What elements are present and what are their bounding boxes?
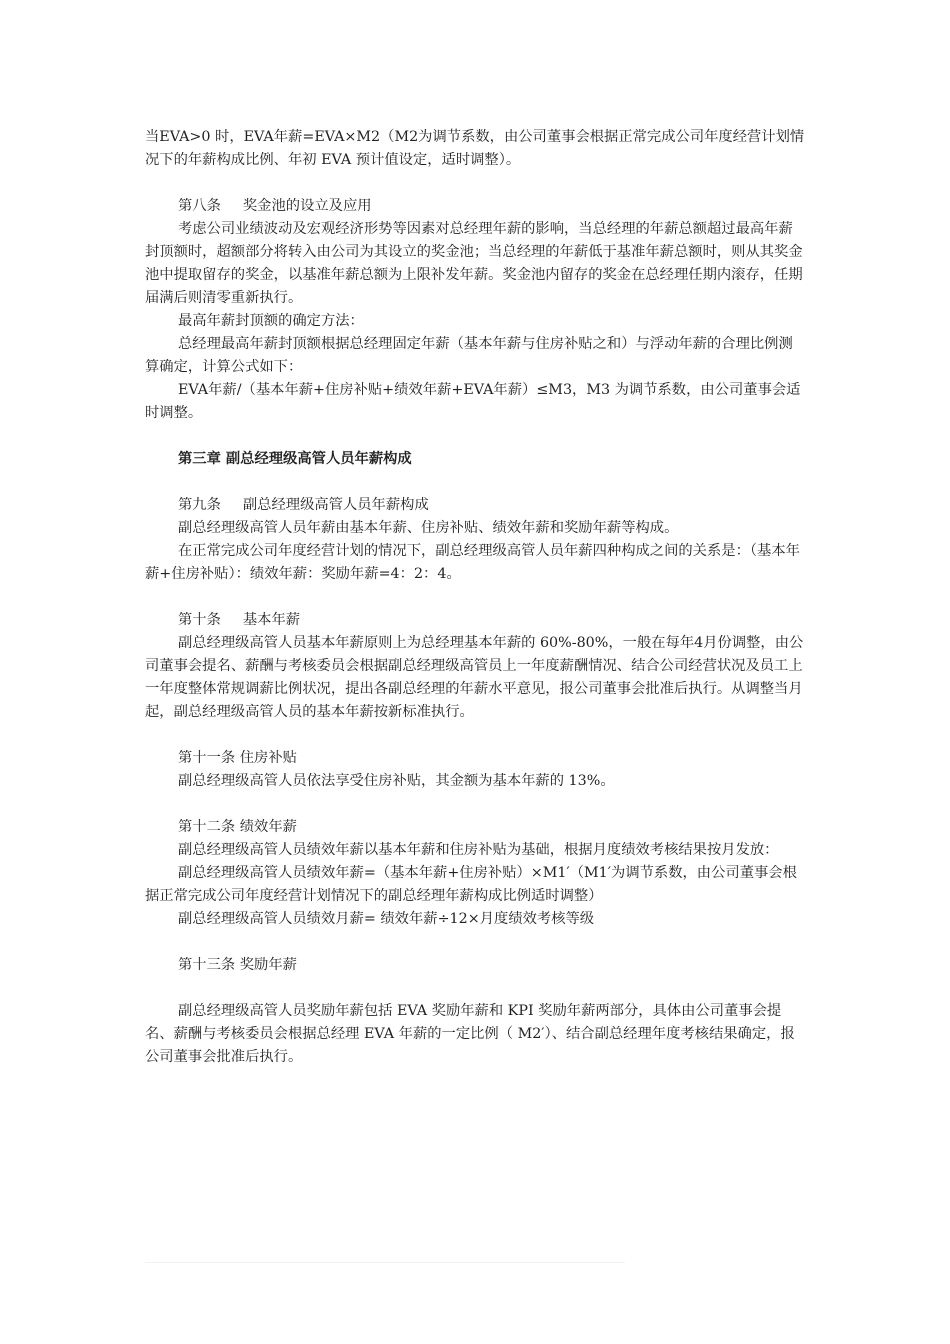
paragraph: 副总经理级高管人员基本年薪原则上为总经理基本年薪的 60%-80%，一般在每年4月份调整，由公司董事会提名、薪酬与考核委员会根据副总经理级高管员上一年度薪酬情况、结合公司经营状况及员工上一年度整体常规调薪比例状况，提出各副总经理的年薪水平意见，报公司董事会批准后执行。从调整当月起，副总经理级高管人员的基本年薪按新标准执行。 [145,635,804,720]
divider [145,1262,625,1263]
paragraph: 在正常完成公司年度经营计划的情况下，副总经理级高管人员年薪四种构成之间的关系是：（基本年薪+住房补贴）：绩效年薪：奖励年薪=4：2：4。 [145,543,800,582]
article-number: 第八条 [178,198,221,214]
paragraph: 副总经理级高管人员绩效年薪=（基本年薪+住房补贴）×M1′（M1′为调节系数，由公司董事会根据正常完成公司年度经营计划情况下的副总经理年薪构成比例适时调整） [145,865,797,904]
paragraph: 考虑公司业绩波动及宏观经济形势等因素对总经理年薪的影响，当总经理的年薪总额超过最高年薪封顶额时，超额部分将转入由公司为其设立的奖金池；当总经理的年薪低于基准年薪总额时，则从其奖金池中提取留存的奖金，以基准年薪总额为上限补发年薪。奖金池内留存的奖金在总经理任期内滚存，任期届满后则清零重新执行。 [145,221,803,306]
article-number: 第十条 [178,612,221,628]
article-8-heading [145,195,805,218]
article-12-heading: 第十二条 绩效年薪 [178,819,297,835]
paragraph: 最高年薪封顶额的确定方法： [178,313,364,329]
article-number: 第九条 [178,497,221,513]
paragraph: 当EVA>0 时，EVA年薪=EVA×M2（M2为调节系数，由公司董事会根据正常完成公司年度经营计划情况下的年薪构成比例、年初 EVA 预计值设定，适时调整）。 [145,129,805,168]
article-9-heading [145,494,805,517]
article-title: 奖金池的设立及应用 [242,198,372,214]
chapter-heading: 第三章 副总经理级高管人员年薪构成 [178,451,412,467]
paragraph: 副总经理级高管人员奖励年薪包括 EVA 奖励年薪和 KPI 奖励年薪两部分，具体由公司董事会提名、薪酬与考核委员会根据总经理 EVA 年薪的一定比例（ M2′）、结合副总经理年度考核结果确定，报公司董事会批准后执行。 [145,1003,795,1065]
document-page [145,126,805,1069]
article-11-heading: 第十一条 住房补贴 [178,750,297,766]
article-title: 基本年薪 [242,612,301,628]
paragraph: 副总经理级高管人员绩效年薪以基本年薪和住房补贴为基础，根据月度绩效考核结果按月发放： [178,842,779,858]
paragraph: 副总经理级高管人员绩效月薪= 绩效年薪÷12×月度绩效考核等级 [178,911,595,927]
paragraph: EVA年薪/（基本年薪+住房补贴+绩效年薪+EVA年薪）≤M3，M3 为调节系数，由公司董事会适时调整。 [145,382,801,421]
article-10-heading [145,609,805,632]
article-title: 副总经理级高管人员年薪构成 [242,497,429,513]
paragraph: 副总经理级高管人员依法享受住房补贴，其金额为基本年薪的 13%。 [178,773,615,789]
paragraph: 副总经理级高管人员年薪由基本年薪、住房补贴、绩效年薪和奖励年薪等构成。 [178,520,679,536]
article-13-heading: 第十三条 奖励年薪 [178,957,297,973]
paragraph: 总经理最高年薪封顶额根据总经理固定年薪（基本年薪与住房补贴之和）与浮动年薪的合理比例测算确定，计算公式如下： [145,336,793,375]
